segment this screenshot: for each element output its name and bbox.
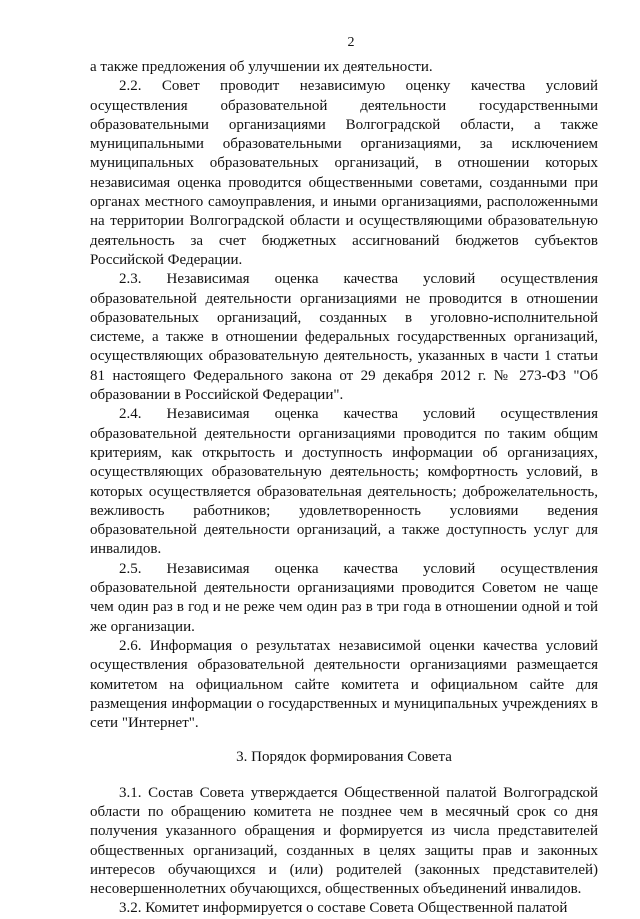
paragraph-2-2: 2.2. Совет проводит независимую оценку качества условий осуществления образовательной деятельности государственными образовательными организациями Волгоградской области, а также муниципальными образовательными организациями, за исключением муниципальных образовательных организаций, в отношении которых независимая оценка проводится общественными советами, созданными при органах местного самоуправления, и иными организациями, расположенными на территории Волгоградской области и осуществляющими образовательную деятельность за счет бюджетных ассигнований бюджетов субъектов Российской Федерации. [90,78,598,268]
document-page [90,34,598,919]
paragraph-3-1: 3.1. Состав Совета утверждается Общественной палатой Волгоградской области по обращению комитета не позднее чем в месячный срок со дня получения указанного обращения и формируется из числа представителей общественных организаций, созданных в целях защиты прав и законных интересов обучающихся и (или) родителей (законных представителей) несовершеннолетних обучающихся, общественных объединений инвалидов. [90,784,598,898]
paragraph-2-4: 2.4. Независимая оценка качества условий осуществления образовательной деятельности организациями проводится по таким общим критериям, как открытость и доступность информации об организациях, осуществляющих образовательную деятельность; комфортность условий, в которых осуществляется образовательная деятельность; доброжелательность, вежливость работников; удовлетворенность условиями ведения образовательной деятельности организаций, а также доступность услуг для инвалидов. [90,406,598,558]
paragraph-2-6: 2.6. Информация о результатах независимой оценки качества условий осуществления образовательной деятельности организациями размещается комитетом на официальном сайте комитета и официальном сайте для размещения информации о государственных и муниципальных учреждениях в сети "Интернет". [90,637,598,732]
page-number: 2 [347,35,355,50]
paragraph-2-3: 2.3. Независимая оценка качества условий осуществления образовательной деятельности организациями не проводится в отношении образовательных организаций, созданных в уголовно-исполнительной системе, а также в отношении федеральных государственных организаций, осуществляющих образовательную деятельность, указанных в части 1 статьи 81 настоящего Федерального закона от 29 декабря 2012 г. № 273-ФЗ "Об образовании в Российской Федерации". [90,271,598,404]
paragraph-3-2: 3.2. Комитет информируется о составе Совета Общественной палатой [119,900,568,917]
section-3-heading: 3. Порядок формирования Совета [236,749,452,766]
paragraph-2-5: 2.5. Независимая оценка качества условий осуществления образовательной деятельности организациями проводится Советом не чаще чем один раз в год и не реже чем один раз в три года в отношении одной и той же организации. [90,560,598,635]
paragraph-continuation: а также предложения об улучшении их деятельности. [90,59,433,75]
